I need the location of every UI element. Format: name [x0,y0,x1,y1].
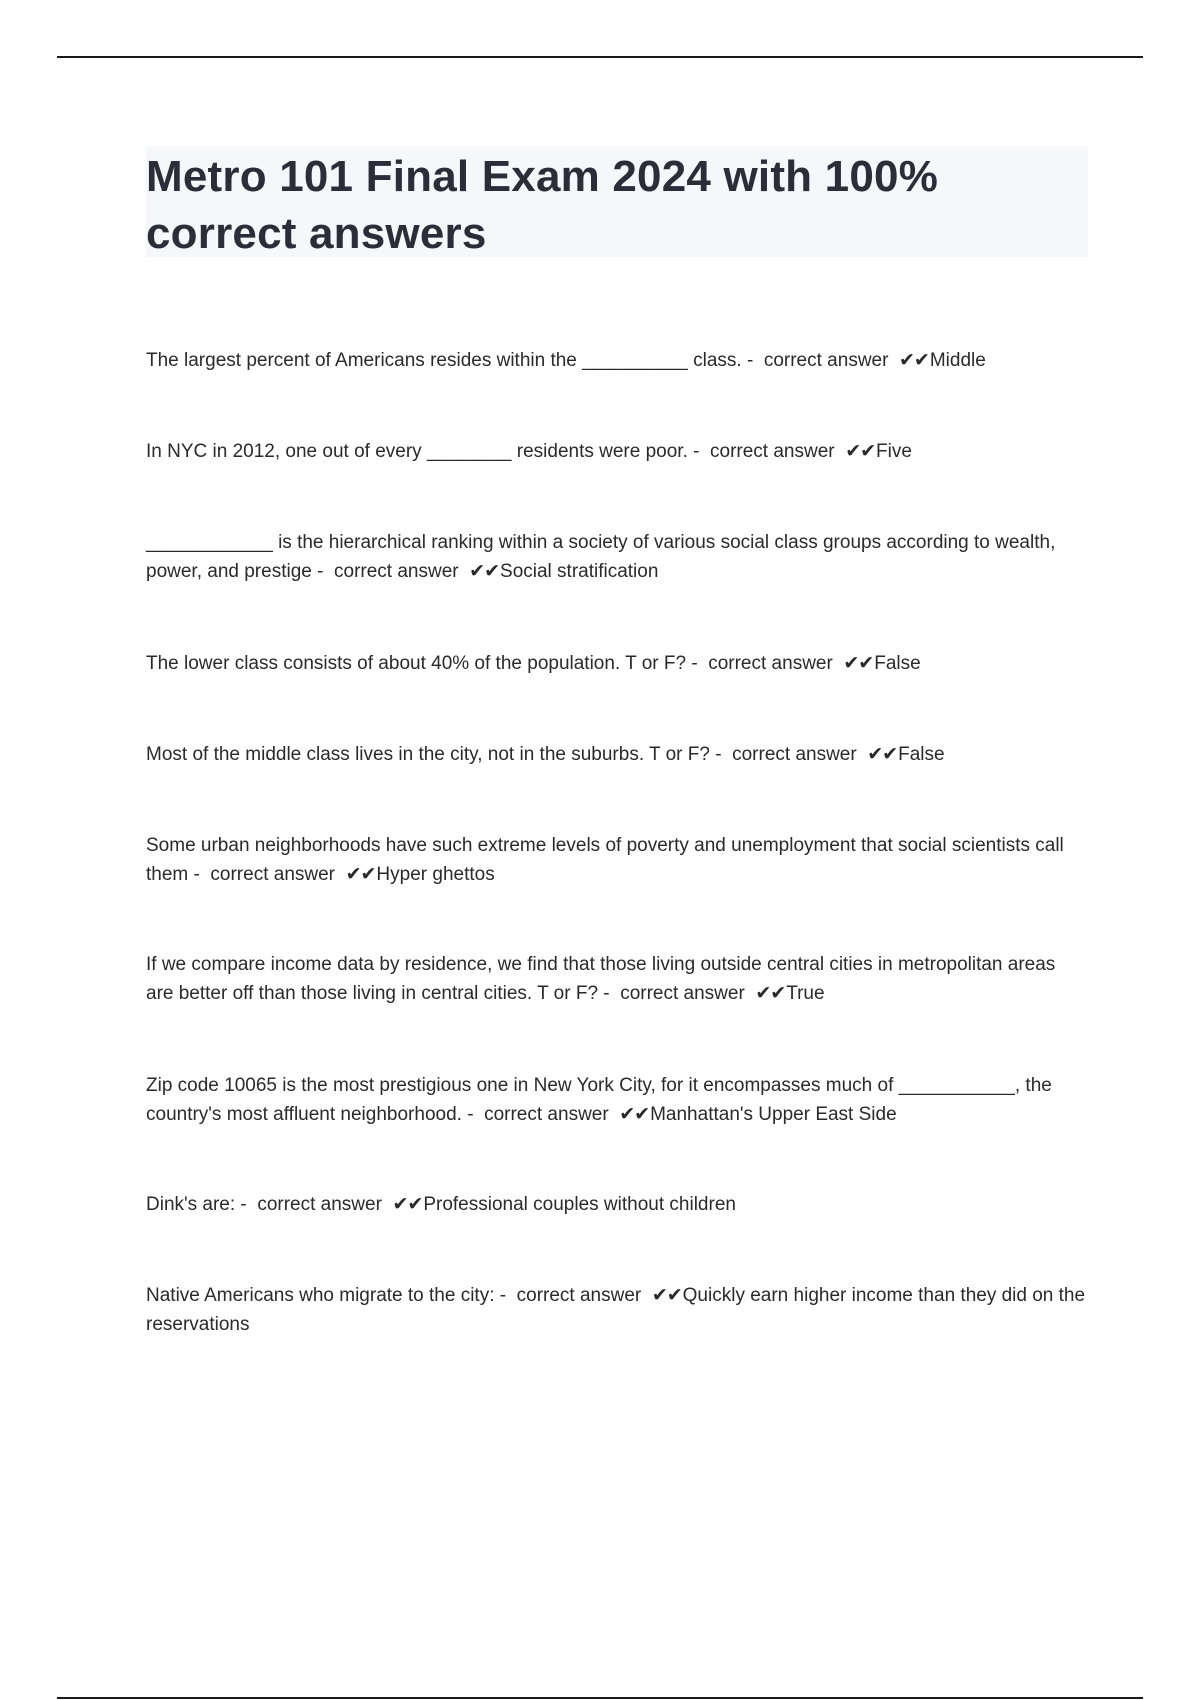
double-check-icon: ✔✔ [392,1194,423,1215]
answer-text: False [874,653,921,674]
double-check-icon: ✔✔ [755,983,786,1004]
double-check-icon: ✔✔ [469,561,500,582]
qa-item [146,1071,1088,1129]
qa-item [146,346,1088,375]
answer-separator: - correct answer [311,561,470,582]
page-title: Metro 101 Final Exam 2024 with 100% correct answers [146,152,939,258]
answer-text: Middle [929,350,986,371]
answer-text: Quickly earn higher income than they did on the reservations [146,1285,1086,1335]
double-check-icon: ✔✔ [867,744,898,765]
qa-item [146,1281,1088,1339]
answer-text: True [786,983,825,1004]
answer-text: Hyper ghettos [376,864,495,885]
answer-separator: - correct answer [188,864,346,885]
qa-item [146,437,1088,466]
double-check-icon: ✔✔ [845,441,876,462]
answer-separator: - correct answer [461,1104,620,1125]
answer-separator: - correct answer [741,350,899,371]
question-text: In NYC in 2012, one out of every ________ residents were poor. [146,441,688,462]
bottom-rule [57,1697,1143,1699]
answer-text: False [898,744,945,765]
top-rule [57,56,1143,58]
qa-item [146,1190,1088,1219]
answer-text: Professional couples without children [423,1194,736,1215]
answer-separator: - correct answer [686,653,844,674]
double-check-icon: ✔✔ [843,653,874,674]
double-check-icon: ✔✔ [899,350,929,371]
question-text: Some urban neighborhoods have such extreme levels of poverty and unemployment that social scientists call them [146,835,1064,885]
answer-separator: - correct answer [687,441,846,462]
title-block [146,146,1088,257]
question-text: The lower class consists of about 40% of the population. T or F? [146,653,687,674]
answer-separator: - correct answer [598,983,756,1004]
question-text: Native Americans who migrate to the city: [146,1285,495,1306]
answer-text: Social stratification [500,561,659,582]
qa-item [146,649,1088,678]
question-text: ____________ is the hierarchical ranking within a society of various social class groups according to wealth, power, and prestige [146,532,1056,582]
answer-text: Five [876,441,912,462]
double-check-icon: ✔✔ [619,1104,650,1125]
question-text: If we compare income data by residence, we find that those living outside central cities in metropolitan areas are better off than those living in central cities. T or F? [146,954,1056,1004]
qa-item [146,740,1088,769]
question-text: Most of the middle class lives in the city, not in the suburbs. T or F? [146,744,710,765]
question-text: Dink's are: [146,1194,236,1215]
answer-separator: - correct answer [235,1194,393,1215]
qa-item [146,831,1088,889]
double-check-icon: ✔✔ [345,864,376,885]
answer-separator: - correct answer [709,744,868,765]
answer-text: Manhattan's Upper East Side [650,1104,897,1125]
qa-item [146,950,1088,1008]
double-check-icon: ✔✔ [651,1285,682,1306]
question-text: Zip code 10065 is the most prestigious one in New York City, for it encompasses much of ___________, the country's most affluent neighborhood. [146,1075,1052,1125]
question-text: The largest percent of Americans resides within the __________ class. [146,350,742,371]
answer-separator: - correct answer [494,1285,652,1306]
qa-item [146,528,1088,586]
